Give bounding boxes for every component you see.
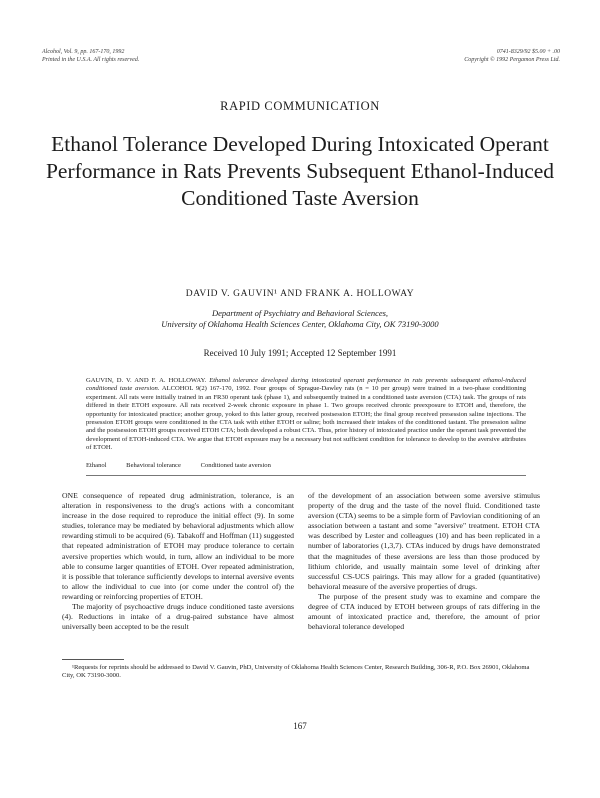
abstract <box>86 377 526 453</box>
footnote: ¹Requests for reprints should be addressed to David V. Gauvin, PhD, University of Oklahoma Health Sciences Center, Research Building, 306-R, P.O. Box 26901, Oklahoma City, OK 73190-3000. <box>62 664 530 680</box>
keyword: Behavioral tolerance <box>126 462 181 469</box>
keywords <box>86 462 526 469</box>
affiliation-university: University of Oklahoma Health Sciences Center, Oklahoma City, OK 73190-3000 <box>161 319 439 329</box>
body-paragraph: ONE consequence of repeated drug administration, tolerance, is an alteration in responsiveness to the drug's actions with a concomitant increase in the dose required to reproduce the initial effect (9). In some studies, tolerance may be mediated by behavioral adjustments which allow rewarding stimuli to be acquired (6). Tabakoff and Hoffman (11) suggested that repeated administration of ETOH may produce tolerance to certain aversive properties which would, in turn, allow an individual to be more able to consume larger quantities of ETOH. Over repeated administration, it is possible that tolerance sufficiently develops to internal aversive events to allow the individual to cue into (or come under the control of) the rewarding or reinforcing properties of ETOH. <box>62 491 294 601</box>
body-column-right <box>308 491 540 632</box>
affiliation <box>0 308 600 330</box>
body-paragraph: of the development of an association between some aversive stimulus property of the drug and the taste of the novel fluid. Conditioned taste aversion (CTA) seems to be a simple form of Pavlovian conditioning of an association between a tastant and some "aversive" treatment. ETOH CTA was described by Lester and colleagues (10) and has been replicated in a number of laboratories (1,3,7). CTAs induced by drugs have demonstrated that the magnitudes of these aversions are less than those produced by lithium chloride, and usually maintain some level of drinking after successful CS-UCS pairings. This may allow for a graded (quantitative) behavioral measure of the aversive properties of drugs. <box>308 491 540 591</box>
page-number: 167 <box>293 721 307 731</box>
keywords-divider <box>86 475 526 476</box>
journal-citation: Alcohol, Vol. 9, pp. 167-170, 1992 <box>42 49 125 55</box>
journal-header-left <box>42 48 139 64</box>
body-paragraph: The majority of psychoactive drugs induce conditioned taste aversions (4). Reductions in intake of a drug-paired substance have almost universally been accepted to be the result <box>62 602 294 632</box>
body-column-left <box>62 491 294 632</box>
journal-header-right <box>464 48 560 64</box>
abstract-citation-journal: ALCOHOL 9(2) 167-170, 1992. <box>161 385 251 393</box>
abstract-citation-title: Ethanol tolerance developed during intoxicated operant performance in rats prevents subsequent ethanol-induced conditioned taste aversion. <box>86 377 526 393</box>
body-paragraph: The purpose of the present study was to examine and compare the degree of CTA induced by ETOH between groups of rats differing in the amount of intoxicated practice and, therefore, the amount of prior behavioral tolerance developed <box>308 591 540 632</box>
printed-notice: Printed in the U.S.A. All rights reserved. <box>42 57 140 63</box>
keyword: Ethanol <box>86 462 107 469</box>
copyright-notice: Copyright © 1992 Pergamon Press Ltd. <box>464 57 560 63</box>
section-label: RAPID COMMUNICATION <box>220 99 380 113</box>
keyword: Conditioned taste aversion <box>200 462 271 469</box>
abstract-body: Four groups of Sprague-Dawley rats (n = 10 per group) were trained in a two-phase conditioning experiment. All rats were initially trained in an FR30 operant task (phase 1), and subsequently trained in a conditioned taste aversion (CTA) task. The groups of rats differed in their ETOH exposure. All rats received 2-week chronic exposure in phase 1. Two groups received chronic preexposure to ETOH and, therefore, the opportunity for intoxicated practice; another group, yoked to this latter group, received postsession ETOH; the final group received presession saline injections. The presession ETOH groups were conditioned in the CTA task with either ETOH or saline; both increased their intakes of the conditioned tastant. The presession saline and the postsession ETOH groups received ETOH CTA; both developed a robust CTA. Thus, prior history of intoxicated practice under the operant task prevented the development of ETOH-induced CTA. We argue that ETOH exposure may be a necessary but not sufficient condition for tolerance to develop to the aversive attributes of ETOH. <box>86 385 526 452</box>
received-dates: Received 10 July 1991; Accepted 12 September 1991 <box>203 348 397 358</box>
issn-price: 0741-8329/92 $5.00 + .00 <box>496 49 560 55</box>
authors: DAVID V. GAUVIN¹ AND FRANK A. HOLLOWAY <box>185 289 415 299</box>
affiliation-department: Department of Psychiatry and Behavioral Sciences, <box>211 308 389 318</box>
footnote-divider <box>62 659 124 660</box>
abstract-citation-authors: GAUVIN, D. V. AND F. A. HOLLOWAY. <box>86 377 207 384</box>
article-title: Ethanol Tolerance Developed During Intoxicated Operant Performance in Rats Prevents Subsequent Ethanol-Induced Conditioned Taste Aversion <box>45 132 555 210</box>
